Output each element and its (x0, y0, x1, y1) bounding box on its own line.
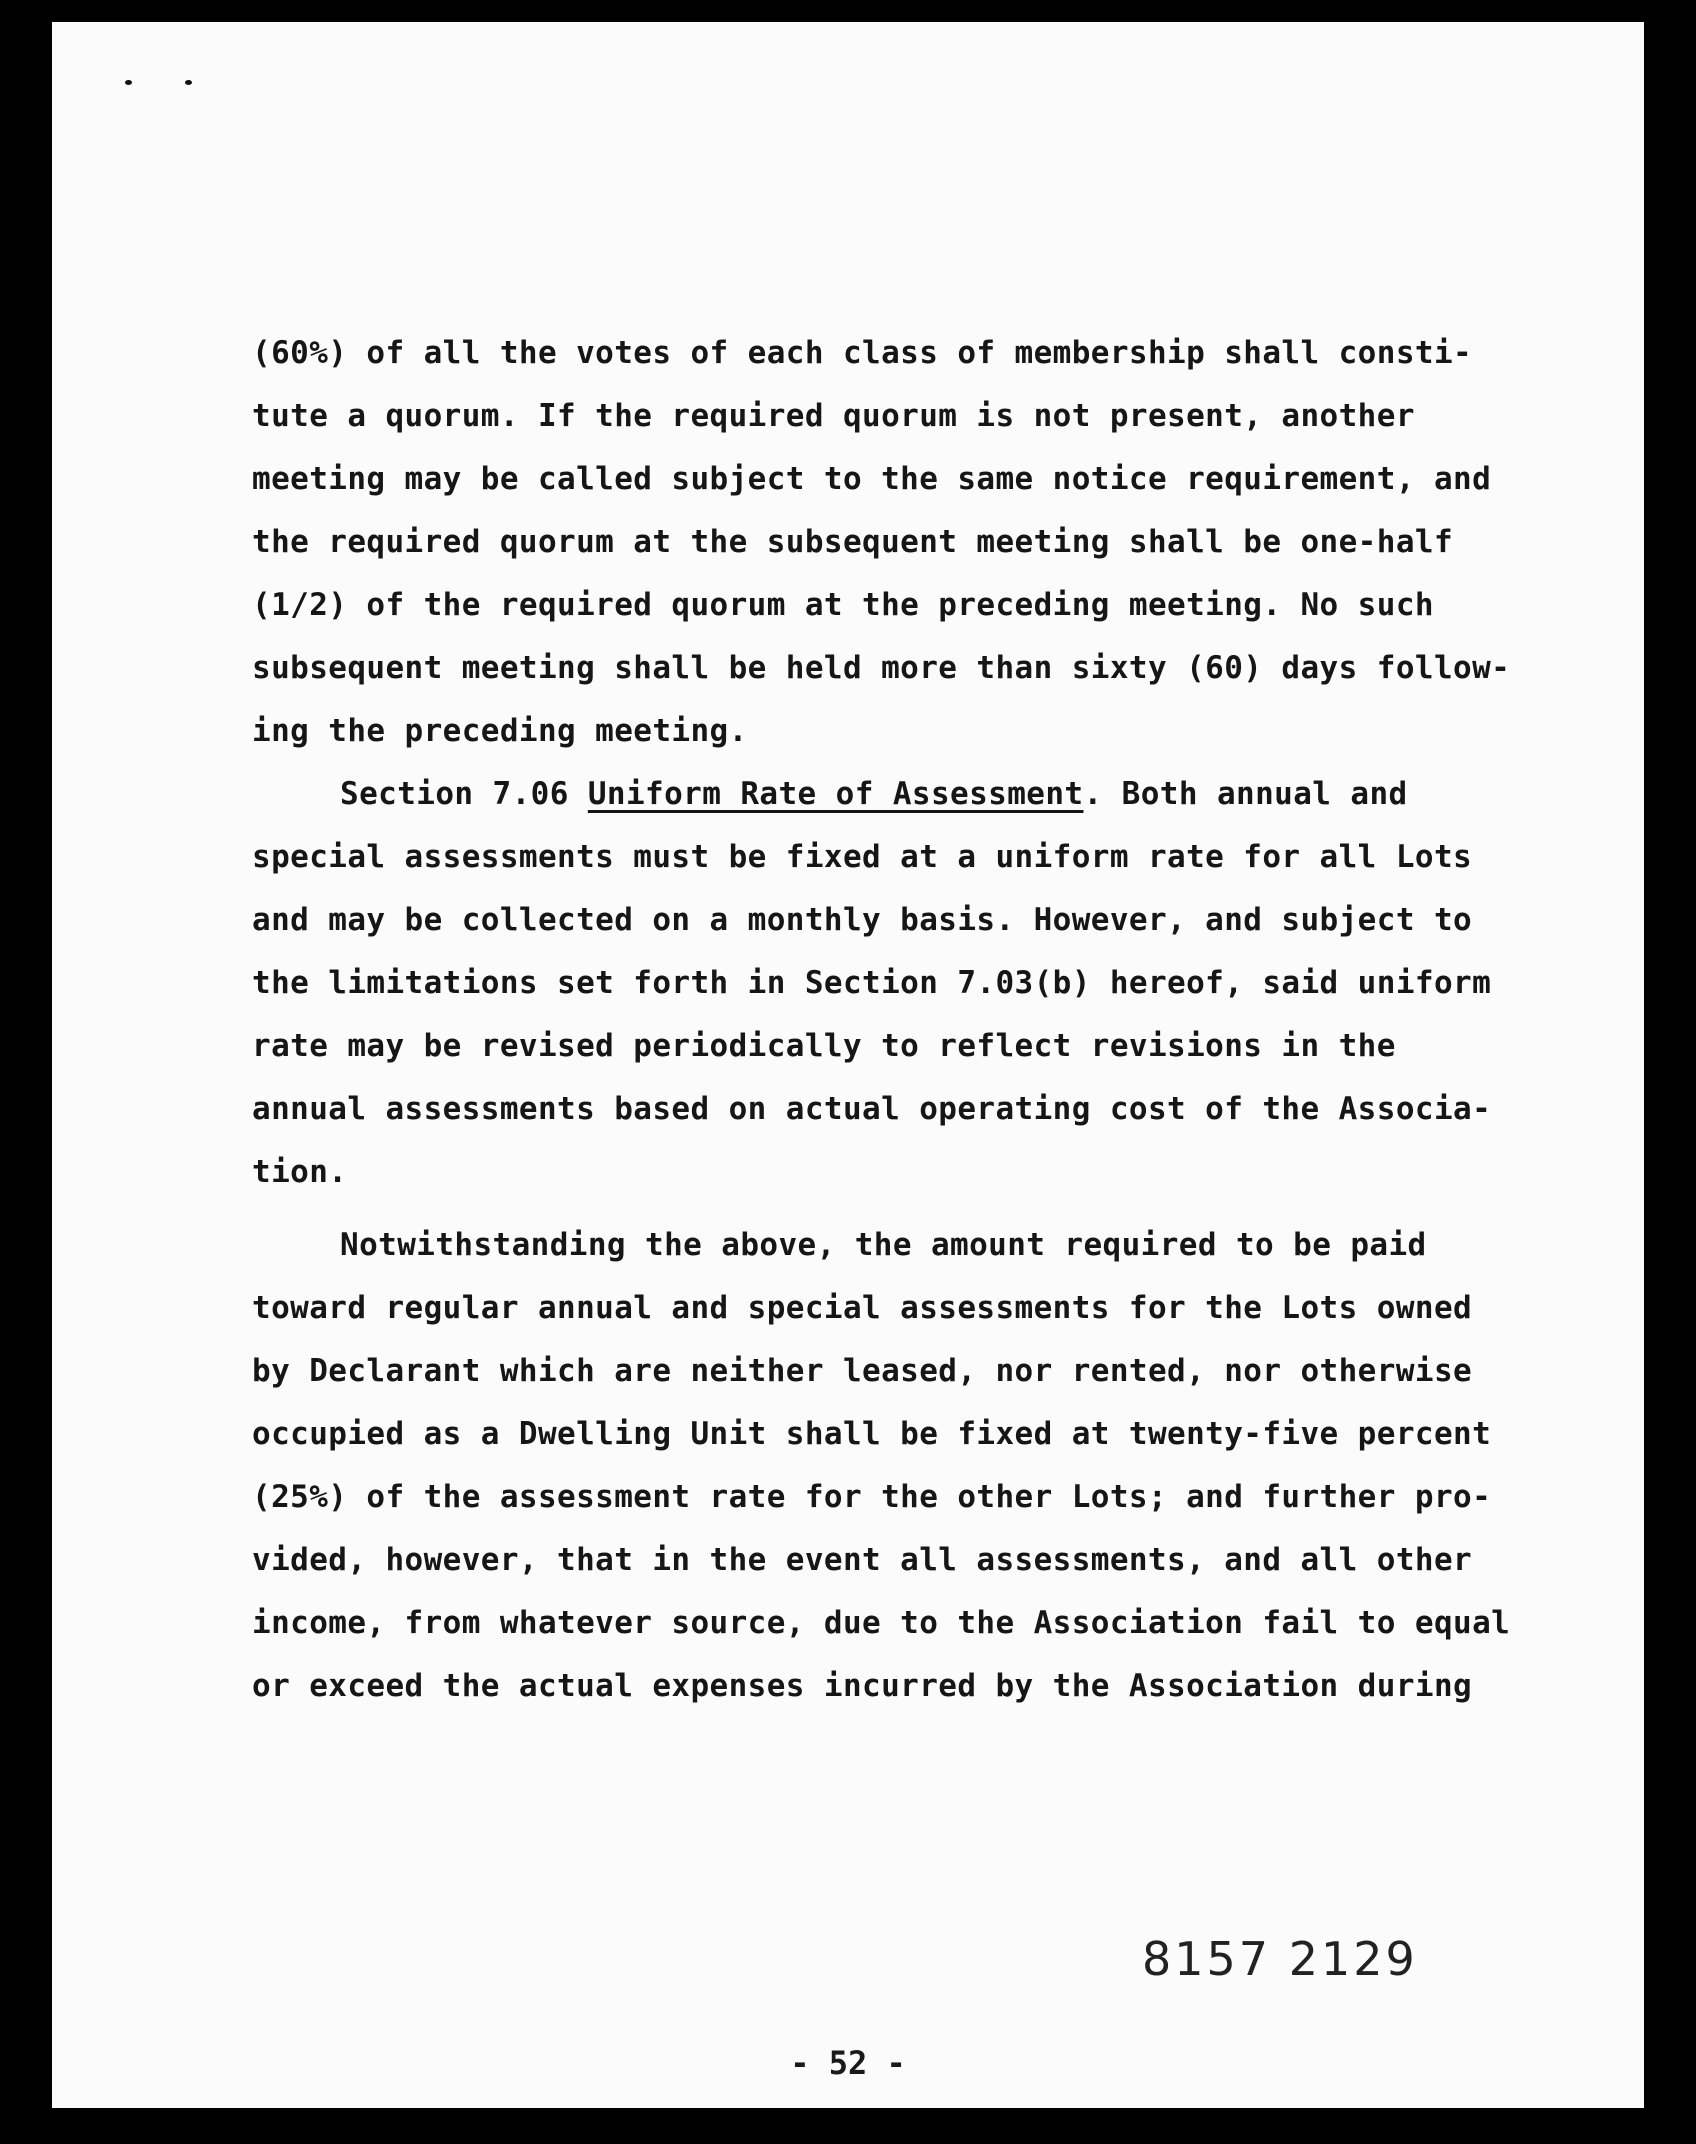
body-text (252, 322, 1592, 1718)
text-fragment: . Both annual and (1083, 776, 1408, 812)
text-line: annual assessments based on actual operating cost of the Associa- (252, 1091, 1492, 1127)
text-line: toward regular annual and special assessments for the Lots owned (252, 1290, 1473, 1326)
section-title: Uniform Rate of Assessment (587, 776, 1084, 812)
document-page (52, 22, 1644, 2108)
text-line: meeting may be called subject to the same notice requirement, and (252, 461, 1492, 497)
text-line: the required quorum at the subsequent meeting shall be one-half (252, 524, 1454, 560)
text-line: by Declarant which are neither leased, nor rented, nor otherwise (252, 1353, 1473, 1389)
text-line: and may be collected on a monthly basis. However, and subject to (252, 902, 1473, 938)
text-line: Notwithstanding the above, the amount required to be paid (340, 1227, 1427, 1263)
text-line: (60%) of all the votes of each class of membership shall consti- (252, 335, 1473, 371)
text-line: or exceed the actual expenses incurred by the Association during (252, 1668, 1473, 1704)
text-line: vided, however, that in the event all assessments, and all other (252, 1542, 1473, 1578)
page-number: - 52 - (790, 2044, 906, 2082)
text-line: rate may be revised periodically to reflect revisions in the (252, 1028, 1396, 1064)
text-line: (1/2) of the required quorum at the preceding meeting. No such (252, 587, 1434, 623)
paragraph-notwithstanding (252, 1214, 1592, 1718)
text-line: (25%) of the assessment rate for the other Lots; and further pro- (252, 1479, 1492, 1515)
text-line: subsequent meeting shall be held more than sixty (60) days follow- (252, 650, 1511, 686)
text-line: the limitations set forth in Section 7.03(b) hereof, said uniform (252, 965, 1492, 1001)
paragraph-quorum (252, 322, 1592, 763)
paragraph-section-7-06 (252, 763, 1592, 1204)
scan-speck (185, 80, 192, 85)
paragraph-gap (252, 1204, 1592, 1214)
text-line: tion. (252, 1154, 348, 1190)
scan-speck (125, 80, 132, 85)
text-line: ing the preceding meeting. (252, 713, 748, 749)
text-line: income, from whatever source, due to the Association fail to equal (252, 1605, 1511, 1641)
document-number: 8157 2129 (1142, 1932, 1418, 1986)
text-line: occupied as a Dwelling Unit shall be fixed at twenty-five percent (252, 1416, 1492, 1452)
text-line: special assessments must be fixed at a uniform rate for all Lots (252, 839, 1473, 875)
section-label: Section 7.06 (340, 776, 569, 812)
section-heading-line (252, 763, 1592, 826)
text-line: tute a quorum. If the required quorum is not present, another (252, 398, 1415, 434)
